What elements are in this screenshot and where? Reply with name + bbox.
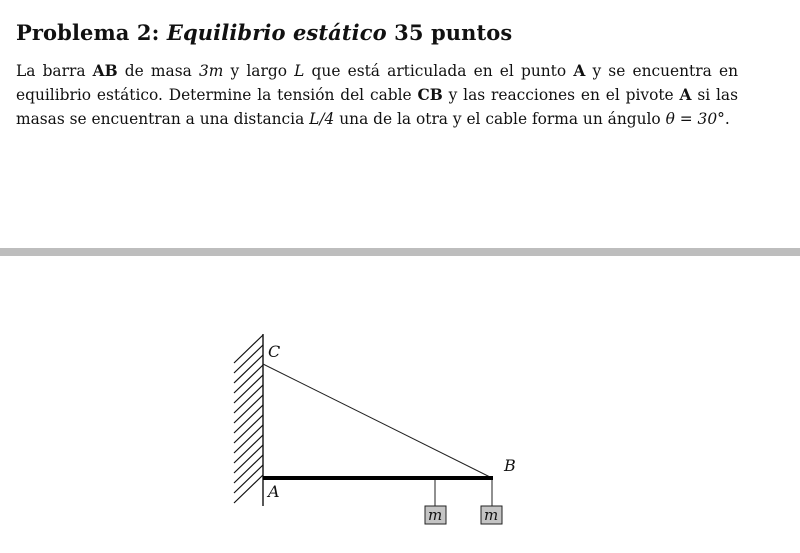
statement-text: La barra: [16, 62, 93, 80]
statement-bold: AB: [92, 62, 118, 80]
statement-math: L: [294, 62, 305, 80]
statement-text: una de la otra y el cable forma un ángulo: [334, 110, 666, 128]
problem-points: 35 puntos: [394, 20, 513, 45]
label-b: B: [504, 456, 516, 475]
wall-hatching: [234, 335, 263, 503]
statement-text: que está articulada en el punto: [304, 62, 574, 80]
statement-bold: A: [573, 62, 586, 80]
statement-math: L/4: [309, 110, 335, 128]
statement-text: y se encuentra en equilibrio estático. Determine la tensión del cable: [16, 62, 738, 104]
mass-label-1: m: [428, 506, 443, 524]
statement-bold: CB: [417, 86, 443, 104]
problem-topic: Equilibrio estático: [166, 20, 387, 45]
statement-text: y largo: [223, 62, 295, 80]
cable-cb: [263, 364, 492, 478]
statement-text: si las masas se encuentran a una distancia: [16, 86, 738, 128]
statement-text: y las reacciones en el pivote: [442, 86, 680, 104]
label-a: A: [268, 482, 280, 501]
statement-text: .: [724, 110, 730, 128]
problem-number: Problema 2:: [16, 20, 160, 45]
statement-math: 3m: [198, 62, 224, 80]
label-c: C: [268, 342, 281, 361]
statement-bold: A: [679, 86, 692, 104]
mass-label-2: m: [484, 506, 499, 524]
statement-math: θ = 30°: [665, 110, 725, 128]
statement-text: de masa: [117, 62, 199, 80]
